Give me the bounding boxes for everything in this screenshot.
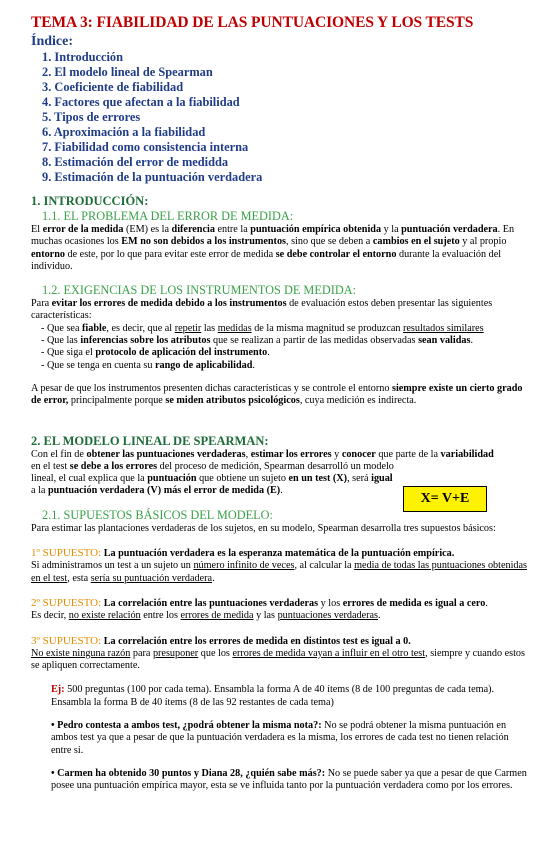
index-list (31, 50, 531, 185)
example-question-2 (51, 768, 531, 793)
formula-box: X= V+E (403, 486, 487, 512)
text-run: durante la evaluación del individuo. (31, 248, 502, 272)
text-run: sería su puntuación verdadera (90, 572, 213, 584)
text-run: No existe ninguna razón (31, 647, 131, 659)
assumption-3-label: 3º SUPUESTO: (31, 634, 102, 647)
text-run: error de la medida (42, 224, 124, 235)
text-run: , esta (67, 572, 91, 584)
example-question-1 (51, 720, 531, 757)
text-run: resultados similares (403, 322, 484, 334)
text-run: . (267, 347, 270, 359)
text-run: puntuación verdadera (401, 224, 498, 235)
text-run: errores de medida es igual a cero (342, 597, 486, 609)
assumption-1-label: 1º SUPUESTO: (31, 547, 102, 560)
text-run: EM no son debidos a los instrumentos (121, 236, 286, 248)
document-title: TEMA 3: FIABILIDAD DE LAS PUNTUACIONES Y LOS TESTS (31, 14, 474, 31)
index-item: 5. Tipos de errores (42, 110, 141, 124)
text-run: que parte de la (375, 448, 441, 460)
requirement-item (41, 323, 531, 335)
section-1-2-conclusion (31, 383, 531, 408)
index-item: 3. Coeficiente de fiabilidad (42, 80, 184, 94)
assumption-1-explanation (31, 560, 531, 585)
example-block (51, 684, 531, 709)
requirement-item (41, 347, 531, 359)
text-run: variabilidad (440, 448, 494, 460)
example-text: 500 preguntas (100 por cada tema). Ensambla la forma A de 40 ítems (8 de 100 preguntas de cada tema). Ensambla la forma B de 40 ítems (8 de las 92 restantes de cada tema) (51, 684, 495, 708)
text-run: obtener las puntuaciones verdaderas (86, 448, 246, 460)
text-run: conocer (341, 448, 376, 460)
section-2-heading: 2. EL MODELO LINEAL DE SPEARMAN: (31, 433, 269, 448)
text-run: las (201, 322, 218, 334)
assumption-3-statement: La correlación entre los errores de medida en distintos test es igual a 0. (101, 635, 411, 647)
text-run: de este, por lo que para evitar este error de medida (64, 248, 276, 260)
text-run: puntuación empírica obtenida (250, 224, 382, 235)
question-1-prompt: • Pedro contesta a ambos test, ¿podrá obtener la misma nota?: (51, 720, 322, 732)
index-item: 4. Factores que afectan a la fiabilidad (42, 95, 240, 109)
text-run: y al propio (459, 236, 507, 248)
text-run: medidas (217, 322, 252, 334)
text-run: y los (318, 597, 343, 609)
text-run: más el error de medida (E) (163, 485, 281, 497)
text-run: La correlación entre las puntuaciones verdaderas (103, 597, 319, 609)
assumption-3-explanation (31, 648, 531, 673)
text-run: sean validas (418, 335, 471, 347)
text-run: diferencia (171, 224, 215, 235)
text-run: puntuación verdadera (V) (47, 485, 162, 497)
text-run: principalmente porque (68, 395, 166, 407)
section-1-2-paragraph (31, 298, 531, 323)
index-item: 9. Estimación de la puntuación verdadera (42, 170, 263, 184)
text-run: siempre existe un cierto grado de error, (31, 382, 523, 407)
text-run: que se realizan a partir de las medidas observadas (210, 335, 419, 347)
text-run: . (485, 597, 488, 609)
index-item: 8. Estimación del error de medidda (42, 155, 229, 169)
assumption-1 (31, 547, 531, 560)
text-run: se debe controlar el entorno (275, 248, 397, 260)
text-run: y la (381, 224, 402, 235)
text-run: A pesar de que los instrumentos presenten dichas características y se controle el entorno (31, 382, 392, 394)
index-item: 6. Aproximación a la fiabilidad (42, 125, 206, 139)
document-page (31, 14, 531, 793)
assumption-1-statement: La puntuación verdadera es la esperanza matemática de la puntuación empírica. (101, 548, 455, 560)
text-run: estimar los errores (250, 448, 332, 460)
text-run: y las (253, 610, 278, 622)
text-run: , sino que se deben a (286, 236, 373, 248)
text-run: (EM) es la (123, 224, 172, 235)
section-1-1-paragraph (31, 224, 531, 273)
text-run: número infinito de veces (193, 560, 295, 572)
text-run: presuponer (152, 647, 199, 659)
text-run: El (31, 224, 43, 235)
text-run: protocolo de aplicación del instrumento (95, 347, 268, 359)
text-run: Para (31, 298, 52, 310)
index-heading: Índice: (31, 34, 73, 49)
text-run: - Que sea (41, 322, 83, 334)
text-run: , al calcular la (294, 560, 355, 572)
text-run: inferencias sobre los atributos (80, 335, 211, 347)
section-2-paragraph (31, 449, 501, 474)
text-run: de la misma magnitud se produzcan (251, 322, 404, 334)
index-item: 7. Fiabilidad como consistencia interna (42, 140, 249, 154)
text-run: que obtiene un sujeto (196, 473, 289, 485)
text-run: entre los (140, 610, 181, 622)
section-1-1-heading: 1.1. EL PROBLEMA DEL ERROR DE MEDIDA: (42, 209, 294, 223)
assumption-2-explanation (31, 610, 531, 622)
text-run: , es decir, que al (106, 322, 175, 334)
index-item: 2. El modelo lineal de Spearman (42, 65, 213, 79)
text-run: errores de medida (180, 610, 254, 622)
text-run: lineal, el cual explica que la (31, 473, 148, 485)
text-run: - Que se tenga en cuenta su (41, 359, 155, 371)
text-run: entre la (214, 224, 251, 235)
text-run: , siempre y cuando estos se apliquen correctamente. (31, 647, 525, 672)
question-1-answer: No se podrá obtener la misma puntuación en ambos test ya que a pesar de que la puntuación verdadera es la misma, los errores de cada test no tienen relación entre si. (51, 720, 509, 756)
text-run: media de todas las puntuaciones obtenidas en el test (31, 560, 527, 584)
index-item: 1. Introducción (42, 50, 124, 64)
text-run: a la (31, 485, 48, 497)
example-label: Ej: (51, 684, 65, 696)
section-1-2-heading: 1.2. EXIGENCIAS DE LOS INSTRUMENTOS DE MEDIDA: (42, 283, 357, 298)
text-run: en el test (31, 460, 70, 472)
text-run: de evaluación estos deben presentar las siguientes características: (31, 298, 493, 322)
text-run: evitar los errores de medida debido a los instrumentos (51, 298, 287, 310)
text-run: , (245, 448, 251, 460)
text-run: del proceso de medición, Spearman desarrolló un modelo (157, 460, 394, 472)
text-run: - Que siga el (41, 347, 96, 359)
text-run: - Que las (41, 335, 81, 347)
text-run: errores de medida vayan a influir en el otro test (232, 647, 426, 659)
requirement-item (41, 360, 531, 372)
text-run: entorno (31, 248, 65, 260)
section-1-heading: 1. INTRODUCCIÓN: (31, 194, 149, 208)
text-run: no existe relación (68, 610, 141, 622)
text-run: cambios en el sujeto (372, 236, 460, 248)
text-run: se miden atributos psicológicos (165, 395, 300, 407)
text-run: se debe a los errores (69, 460, 158, 472)
requirement-item (41, 335, 531, 347)
text-run: en un test (X) (288, 473, 348, 485)
text-run: . (212, 572, 215, 584)
text-run: Es decir, (31, 610, 69, 622)
text-run: igual (371, 473, 393, 485)
text-run: . (252, 359, 255, 371)
section-2-1-heading: 2.1. SUPUESTOS BÁSICOS DEL MODELO: (42, 507, 273, 522)
text-run: Si administramos un test a un sujeto un (31, 560, 194, 572)
text-run: fiable (82, 322, 107, 334)
text-run: , cuya medición es indirecta. (299, 395, 417, 407)
text-run: . (378, 610, 381, 622)
text-run: , será (347, 473, 372, 485)
question-2-answer: No se puede saber ya que a pesar de que Carmen posee una puntuación empírica mayor, esta se ve influida tanto por la puntuación verdadera como por los errores. (51, 767, 527, 792)
text-run: que los (198, 647, 233, 659)
question-2-prompt: • Carmen ha obtenido 30 puntos y Diana 28, ¿quién sabe más?: (51, 767, 326, 779)
text-run: . En muchas ocasiones los (31, 224, 515, 248)
text-run: Con el fin de (31, 448, 87, 460)
text-run: repetir (174, 322, 202, 334)
text-run: y (331, 448, 342, 460)
text-run: rango de aplicabilidad (155, 359, 253, 371)
text-run: puntuación (147, 473, 197, 485)
assumption-2 (31, 597, 531, 610)
section-2-paragraph-line (31, 473, 531, 485)
text-run: para (130, 647, 153, 659)
text-run: . (470, 335, 473, 347)
assumption-2-statement (101, 598, 488, 609)
assumption-2-label: 2º SUPUESTO: (31, 596, 102, 609)
section-2-1-paragraph: Para estimar las plantaciones verdaderas de los sujetos, en su modelo, Spearman desarrolla tres supuestos básicos: (31, 522, 496, 534)
text-run: . (280, 485, 283, 497)
assumption-3 (31, 635, 531, 648)
text-run: puntuaciones verdaderas (277, 610, 378, 622)
